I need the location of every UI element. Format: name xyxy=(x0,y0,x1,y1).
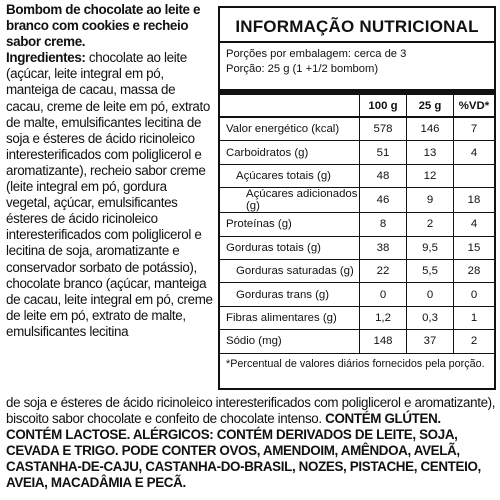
value-25g: 146 xyxy=(407,117,454,141)
table-row xyxy=(220,117,494,141)
nutrition-title: INFORMAÇÃO NUTRICIONAL xyxy=(235,17,479,36)
value-25g: 9 xyxy=(407,188,454,213)
ingredients-text-continued: de soja e ésteres de ácido ricinoleico interesterificados com poliglicerol e aromatizante), biscoito sabor chocolate e confeito de chocolate intenso. xyxy=(6,395,496,427)
value-vd xyxy=(454,164,495,187)
nutrient-label: Carboidratos (g) xyxy=(220,141,360,164)
value-100g: 38 xyxy=(360,236,407,259)
product-description xyxy=(6,2,213,340)
table-row xyxy=(220,259,494,282)
value-100g: 1,2 xyxy=(360,306,407,329)
nutrient-label: Açúcares adicionados (g) xyxy=(220,188,360,213)
nutrient-label: Gorduras totais (g) xyxy=(220,236,360,259)
value-25g: 0,3 xyxy=(407,306,454,329)
nutrient-label: Valor energético (kcal) xyxy=(220,117,360,141)
nutrient-label: Açúcares totais (g) xyxy=(220,164,360,187)
portion-size: Porção: 25 g (1 +1/2 bombom) xyxy=(226,62,379,75)
value-100g: 578 xyxy=(360,117,407,141)
nutrition-facts-table xyxy=(218,6,496,390)
nutrition-grid xyxy=(220,95,494,354)
value-100g: 46 xyxy=(360,188,407,213)
ingredients-text: chocolate ao leite (açúcar, leite integral em pó, manteiga de cacau, massa de cacau, creme de leite em pó, extrato de malte, emulsificantes lecitina de soja e ésteres de ácido ricinoleico interesterificados com poliglicerol e aromatizante), recheio sabor creme (leite integral em pó, gordura vegetal, açúcar, emulsificantes ésteres de ácido ricinoleico interesterificados com poliglicerol e lecitina de soja, aromatizante e conservador sorbato de potássio), chocolate branco (açúcar, manteiga de cacau, leite integral em pó, creme de leite em pó, extrato de malte, emulsificantes lecitina xyxy=(6,50,213,339)
table-row xyxy=(220,188,494,213)
table-row xyxy=(220,306,494,329)
table-row xyxy=(220,283,494,306)
nutrition-rows xyxy=(220,117,494,353)
allergen-warning: CONTÉM GLÚTEN. CONTÉM LACTOSE. ALÉRGICOS: CONTÉM DERIVADOS DE LEITE, SOJA, CEVADA E TRIGO. PODE CONTER OVOS, AMENDOIM, AMÊNDOA, AVELÃ, CASTANHA-DE-CAJU, CASTANHA-DO-BRASIL, NOZES, PISTACHE, CENTEIO, AVEIA, MACADÂMIA E PECÃ. xyxy=(6,411,481,491)
value-100g: 8 xyxy=(360,213,407,236)
header-100g: 100 g xyxy=(360,95,407,117)
table-row xyxy=(220,330,494,353)
nutrient-label: Sódio (mg) xyxy=(220,330,360,353)
value-vd: 0 xyxy=(454,283,495,306)
value-100g: 0 xyxy=(360,283,407,306)
value-25g: 0 xyxy=(407,283,454,306)
portion-info xyxy=(220,41,494,89)
nutrition-footnote: *Percentual de valores diários fornecidos pela porção. xyxy=(226,357,485,370)
ingredients-continued xyxy=(6,395,496,492)
ingredients-label: Ingredientes: xyxy=(6,50,86,66)
value-vd: 4 xyxy=(454,213,495,236)
value-100g: 48 xyxy=(360,164,407,187)
value-25g: 37 xyxy=(407,330,454,353)
value-vd: 18 xyxy=(454,188,495,213)
table-row xyxy=(220,164,494,187)
value-vd: 28 xyxy=(454,259,495,282)
value-25g: 13 xyxy=(407,141,454,164)
nutrient-label: Gorduras trans (g) xyxy=(220,283,360,306)
value-100g: 148 xyxy=(360,330,407,353)
header-25g: 25 g xyxy=(407,95,454,117)
table-row xyxy=(220,213,494,236)
value-100g: 51 xyxy=(360,141,407,164)
value-25g: 2 xyxy=(407,213,454,236)
portions-per-package: Porções por embalagem: cerca de 3 xyxy=(226,48,407,60)
value-25g: 9,5 xyxy=(407,236,454,259)
product-name: Bombom de chocolate ao leite e branco com cookies e recheio sabor creme. xyxy=(6,2,201,50)
value-25g: 5,5 xyxy=(407,259,454,282)
nutrient-label: Proteínas (g) xyxy=(220,213,360,236)
value-100g: 22 xyxy=(360,259,407,282)
table-row xyxy=(220,141,494,164)
value-vd: 4 xyxy=(454,141,495,164)
nutrient-label: Gorduras saturadas (g) xyxy=(220,259,360,282)
table-row xyxy=(220,236,494,259)
value-vd: 15 xyxy=(454,236,495,259)
value-25g: 12 xyxy=(407,164,454,187)
value-vd: 7 xyxy=(454,117,495,141)
header-label xyxy=(220,95,360,117)
value-vd: 1 xyxy=(454,306,495,329)
value-vd: 2 xyxy=(454,330,495,353)
nutrition-header-row xyxy=(220,95,494,117)
nutrient-label: Fibras alimentares (g) xyxy=(220,306,360,329)
header-vd: %VD* xyxy=(454,95,495,117)
